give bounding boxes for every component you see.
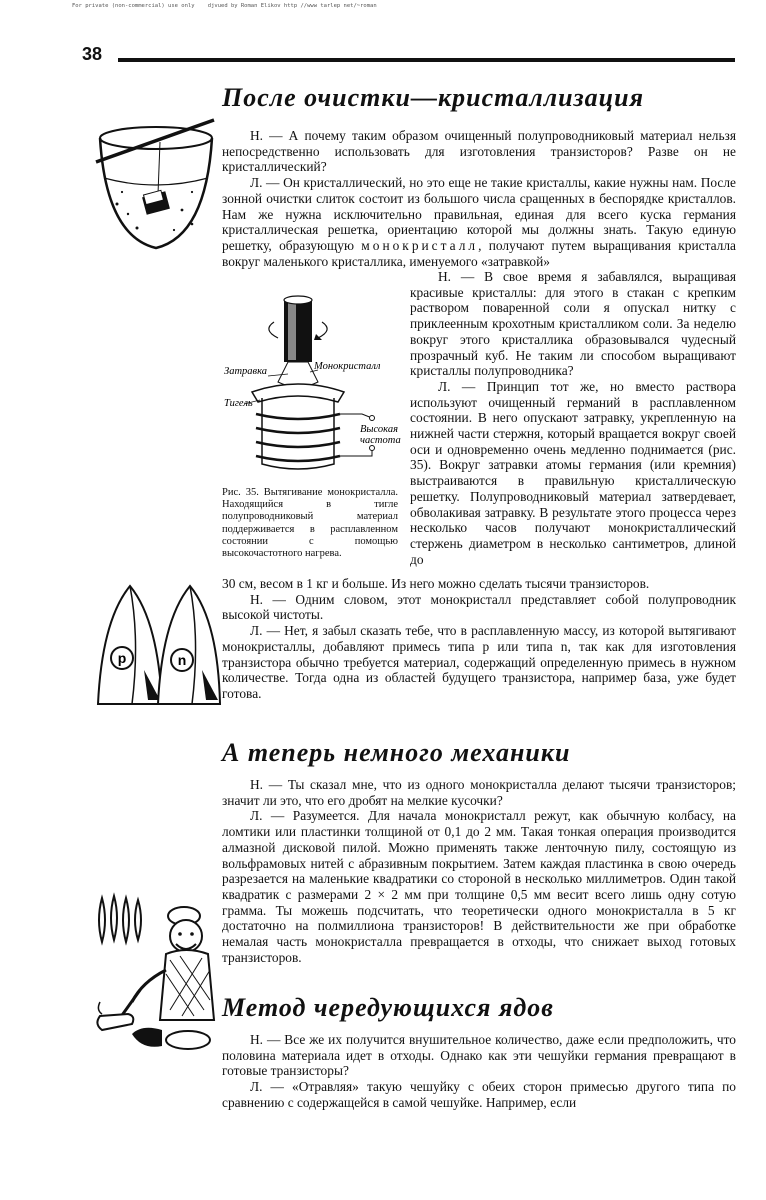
paragraph: Н. — Ты сказал мне, что из одного монокристалла делают тысячи транзисторов; значит ли это, что его дробят на мелкие кусочки? [222, 777, 736, 808]
label-crucible: Тигель [224, 398, 253, 409]
label-high-frequency-2: частота [360, 435, 401, 446]
p-type-icon: p [117, 650, 127, 666]
paragraph: Н. — Все же их получится внушительное количество, даже если предположить, что половина материала идет в отходы. Однако как эти чешуйки германия превращают в готовые транзисторы? [222, 1032, 736, 1079]
paragraph: Н. — А почему таким образом очищенный полупроводниковый материал нельзя непосредственно использовать для изготовления транзисторов? Разве он не кристаллический? [222, 128, 736, 175]
header-rule [118, 58, 735, 62]
paragraph: Л. — Нет, я забыл сказать тебе, что в расплавленную массу, из которой вытягивают монокристаллы, добавляют примесь типа p или типа n, так как для изготовления транзистора обычно требуется материал, содержащий определенную примесь в нужном количестве. Тогда одна из областей будущего транзистора, например база, уже будет готова. [222, 623, 736, 701]
dialog-block-1 [222, 128, 736, 269]
paragraph: Л. — «Отравляя» такую чешуйку с обеих сторон примесью другого типа по сравнению с содержащейся в самой чешуйке. Например, если [222, 1079, 736, 1110]
section-title-crystallization: После очистки—кристаллизация [222, 83, 644, 112]
scan-note: For private (non-commercial) use only djvued by Roman Elikov http //www tarlep net/~roman [72, 3, 377, 9]
p-n-type-dopant-illustration [92, 580, 222, 712]
crystal-pulling-figure [222, 292, 402, 482]
page-number: 38 [82, 44, 103, 64]
text-run: , получают путем выращивания кристалла вокруг маленького кристаллика, именуемого «затравкой» [222, 237, 736, 269]
figure-caption: Рис. 35. Вытягивание монокристалла. Находящийся в тигле полупроводниковый материал поддерживается в расплавленном состоянии с помощью высокочастотного нагрева. [222, 487, 398, 560]
dialog-block-3 [222, 576, 736, 702]
label-high-frequency-1: Высокая [360, 424, 398, 435]
section-title-mechanics: А теперь немного механики [222, 738, 571, 767]
butcher-cutting-crystal-illustration [92, 890, 222, 1058]
salt-crystal-glass-illustration [92, 118, 220, 256]
paragraph: Н. — В свое время я забавлялся, выращивая красивые кристаллы: для этого в стакан с крепким раствором поваренной соли я опускал нитку с приклеенным крохотным кристалликом соли. За неделю вокруг этого кристаллика образовывался чудесный прозрачный куб. Не таким ли способом выращивают кристаллы полупроводника? [410, 269, 736, 379]
paragraph: Н. — Одним словом, этот монокристалл представляет собой полупроводник высокой чистоты. [222, 591, 736, 623]
paragraph [222, 175, 736, 269]
label-seed: Затравка [224, 366, 267, 377]
paragraph: Л. — Принцип тот же, но вместо раствора используют очищенный германий в расплавленном состоянии. В него опускают затравку, укрепленную на нижней части стержня, который вращается вокруг своей оси и одновременно очень медленно поднимается (рис. 35). Вокруг затравки атомы германия (или кремния) выстраиваются в правильную кристаллическую решетку. Полупроводниковый материал затвердевает, обволакивая затравку. В результате этого процесса через несколько часов получают монокристаллический стержень диаметром в несколько сантиметров, длиной до [410, 378, 736, 567]
section-title-alternating-poisons: Метод чередующихся ядов [222, 993, 554, 1022]
dialog-block-4 [222, 777, 736, 965]
dialog-block-5 [222, 1032, 736, 1111]
dialog-block-2 [410, 269, 736, 567]
paragraph: 30 см, весом в 1 кг и больше. Из него можно сделать тысячи транзисторов. [222, 576, 650, 591]
text-run: Л. — Он кристаллический, но это еще не такие кристаллы, какие нужны нам. После зонной очистки слиток состоит из большого числа сращенных в беспорядке кристаллов. Нам же нужна исключительно правильная, единая для всего куска германия кристаллическая решетка, ориентацию которой мы должны знать. Такую единую решетку, образующую [222, 175, 736, 253]
paragraph: Л. — Разумеется. Для начала монокристалл режут, как обычную колбасу, на ломтики или пластинки толщиной от 0,1 до 2 мм. Такая тонкая операция производится алмазной дисковой пилой. Можно применять также ленточную пилу, состоящую из вольфрамовых нитей с абразивным покрытием. Затем каждая пластинка в свою очередь разрезается на маленькие квадратики со стороной в несколько миллиметров. Один такой квадратик с размерами 2 × 2 мм при толщине 0,5 мм весит всего лишь одну сотую грамма. Ты можешь подсчитать, что теоретически одного монокристалла в 5 кг достаточно на полмиллиона транзисторов! В действительности же при обработке немалая часть монокристалла превращается в отходы, что снижает выход готовых транзисторов. [222, 808, 736, 965]
spaced-term: монокристалл [361, 237, 479, 253]
n-type-icon: n [177, 652, 187, 668]
label-monocrystal: Монокристалл [314, 361, 381, 372]
